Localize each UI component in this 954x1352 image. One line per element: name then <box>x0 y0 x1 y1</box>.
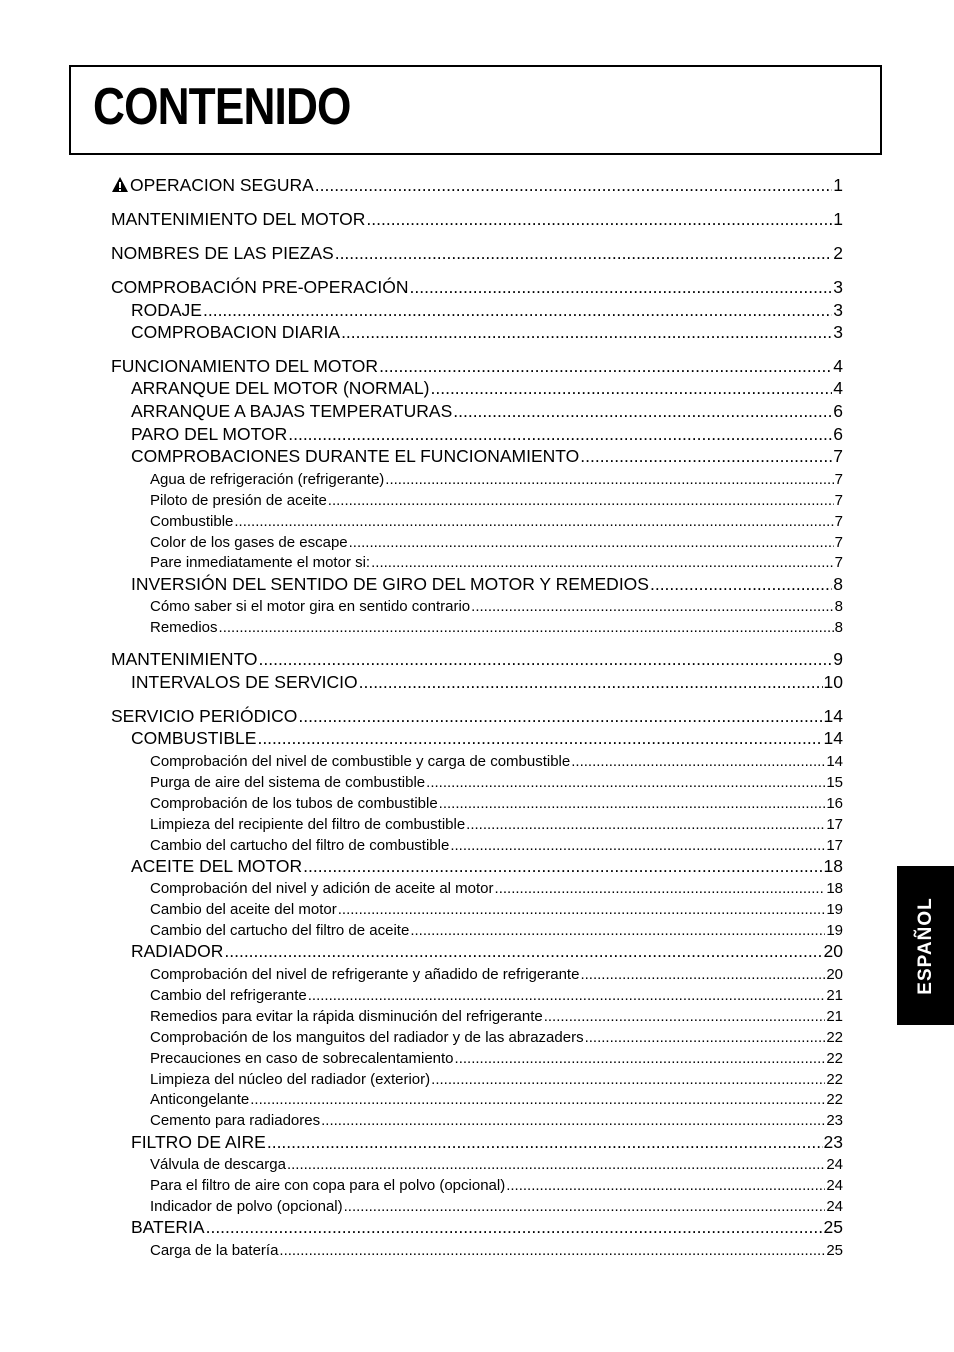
dot-leader <box>453 400 832 422</box>
dot-leader <box>385 470 833 489</box>
dot-leader <box>234 512 833 531</box>
toc-entry[interactable] <box>150 1070 843 1089</box>
toc-entry[interactable] <box>150 879 843 898</box>
dot-leader <box>650 573 832 595</box>
toc-entry[interactable] <box>131 940 843 962</box>
toc-entry-label <box>131 671 358 693</box>
toc-entry-label <box>150 1028 584 1047</box>
dot-leader <box>328 491 834 510</box>
dot-leader <box>267 1131 823 1153</box>
toc-entry-text: Comprobación del nivel y adición de aceite al motor <box>150 879 494 897</box>
toc-entry[interactable] <box>131 299 843 321</box>
toc-entry-text: Válvula de descarga <box>150 1155 286 1173</box>
dot-leader <box>366 208 832 230</box>
toc-entry-text: PARO DEL MOTOR <box>131 424 288 444</box>
toc-page-number: 14 <box>823 706 843 726</box>
dot-leader <box>580 445 832 467</box>
toc-entry-text: RADIADOR <box>131 941 224 961</box>
toc-entry-text: MANTENIMIENTO DEL MOTOR <box>111 209 366 229</box>
toc-entry-text: ACEITE DEL MOTOR <box>131 856 303 876</box>
toc-entry-text: Remedios para evitar la rápida disminución del refrigerante <box>150 1007 543 1025</box>
toc-entry[interactable] <box>131 423 843 445</box>
toc-entry[interactable] <box>150 533 843 552</box>
toc-entry-label <box>150 1049 454 1068</box>
toc-entry-text: Cemento para radiadores <box>150 1111 321 1129</box>
dot-leader <box>544 1007 826 1026</box>
dot-leader <box>259 648 833 670</box>
dot-leader <box>206 1216 823 1238</box>
toc-entry-label <box>131 377 430 399</box>
toc-entry[interactable] <box>150 618 843 637</box>
dot-leader <box>371 553 834 572</box>
page-title: CONTENIDO <box>93 78 351 136</box>
toc-entry-label <box>131 299 202 321</box>
toc-page-number: 19 <box>826 921 843 939</box>
dot-leader <box>341 321 832 343</box>
toc-entry[interactable] <box>150 491 843 510</box>
toc-entry-text: Precauciones en caso de sobrecalentamiento <box>150 1049 454 1067</box>
toc-entry-label <box>150 986 307 1005</box>
toc-entry-label <box>150 1111 320 1130</box>
toc-entry-text: Comprobación de los tubos de combustible <box>150 794 438 812</box>
toc-entry-label <box>131 321 340 343</box>
toc-entry[interactable] <box>150 1241 843 1260</box>
toc-entry-label <box>111 276 409 298</box>
toc-entry-text: Indicador de polvo (opcional) <box>150 1197 343 1215</box>
toc-page-number: 7 <box>834 470 843 488</box>
toc-entry-text: Comprobación del nivel de refrigerante y añadido de refrigerante <box>150 965 580 983</box>
toc-entry-text: Cambio del cartucho del filtro de combustible <box>150 836 450 854</box>
toc-entry-label <box>150 1176 505 1195</box>
toc-entry-label <box>150 921 409 940</box>
dot-leader <box>308 986 826 1005</box>
dot-leader <box>359 671 823 693</box>
dot-leader <box>431 1070 825 1089</box>
toc-entry[interactable] <box>150 921 843 940</box>
toc-entry[interactable] <box>150 512 843 531</box>
toc-entry-label <box>150 836 449 855</box>
toc-entry[interactable] <box>131 1131 843 1153</box>
toc-page-number: 7 <box>834 491 843 509</box>
toc-entry[interactable] <box>131 1216 843 1238</box>
toc-entry[interactable] <box>150 553 843 572</box>
toc-entry[interactable] <box>150 986 843 1005</box>
dot-leader <box>219 618 834 637</box>
dot-leader <box>431 377 833 399</box>
dot-leader <box>426 773 825 792</box>
toc-page-number: 23 <box>826 1111 843 1129</box>
toc-entry[interactable] <box>111 208 843 230</box>
toc-entry[interactable] <box>111 648 843 670</box>
toc-page-number: 7 <box>834 533 843 551</box>
toc-page-number: 24 <box>826 1155 843 1173</box>
toc-entry-label <box>131 855 302 877</box>
toc-entry-text: Cambio del aceite del motor <box>150 900 337 918</box>
toc-page-number: 25 <box>826 1241 843 1259</box>
toc-entry-text: COMBUSTIBLE <box>131 728 257 748</box>
dot-leader <box>439 794 826 813</box>
toc-entry-text: Carga de la batería <box>150 1241 279 1259</box>
toc-page-number: 7 <box>834 512 843 530</box>
toc-entry[interactable] <box>131 445 843 467</box>
toc-entry-label <box>150 879 494 898</box>
dot-leader <box>410 276 833 298</box>
toc-entry-text: Color de los gases de escape <box>150 533 348 551</box>
toc-page-number: 17 <box>826 815 843 833</box>
toc-entry-label <box>150 815 465 834</box>
dot-leader <box>303 855 822 877</box>
toc-page-number: 8 <box>834 597 843 615</box>
toc-entry-text: SERVICIO PERIÓDICO <box>111 706 298 726</box>
toc-entry[interactable] <box>111 276 843 298</box>
toc-entry-label <box>150 900 337 919</box>
dot-leader <box>335 242 833 264</box>
toc-entry-text: Limpieza del recipiente del filtro de combustible <box>150 815 466 833</box>
toc-entry-text: Comprobación del nivel de combustible y carga de combustible <box>150 752 571 770</box>
toc-entry-text: INVERSIÓN DEL SENTIDO DE GIRO DEL MOTOR Y REMEDIOS <box>131 574 649 594</box>
toc-entry-label <box>150 1155 286 1174</box>
dot-leader <box>250 1090 825 1109</box>
toc-entry-label <box>131 727 256 749</box>
toc-page-number: 8 <box>834 618 843 636</box>
toc-page-number: 22 <box>826 1070 843 1088</box>
dot-leader <box>321 1111 825 1130</box>
toc-entry-text: INTERVALOS DE SERVICIO <box>131 672 358 692</box>
toc-page-number: 22 <box>826 1028 843 1046</box>
toc-entry-label <box>111 208 365 230</box>
toc-entry-text: OPERACION SEGURA <box>130 175 314 195</box>
toc-entry-text: FILTRO DE AIRE <box>131 1132 266 1152</box>
toc-entry-text: MANTENIMIENTO <box>111 649 258 669</box>
dot-leader <box>279 1241 825 1260</box>
toc-entry-text: Pare inmediatamente el motor si: <box>150 553 371 571</box>
toc-entry-text: NOMBRES DE LAS PIEZAS <box>111 243 334 263</box>
toc-page-number: 9 <box>833 649 843 669</box>
toc-entry-label <box>131 573 649 595</box>
toc-page-number: 1 <box>833 175 843 195</box>
toc-page-number: 21 <box>826 1007 843 1025</box>
toc-page-number: 15 <box>826 773 843 791</box>
toc-page-number: 2 <box>833 243 843 263</box>
toc-page-number: 14 <box>826 752 843 770</box>
toc-entry-text: COMPROBACIONES DURANTE EL FUNCIONAMIENTO <box>131 446 580 466</box>
toc-entry[interactable] <box>111 355 843 377</box>
toc-entry-label <box>131 445 579 467</box>
toc-page-number: 22 <box>826 1090 843 1108</box>
toc-entry-label <box>150 618 218 637</box>
toc-entry-text: ARRANQUE A BAJAS TEMPERATURAS <box>131 401 453 421</box>
toc-entry[interactable] <box>131 727 843 749</box>
dot-leader <box>287 1155 825 1174</box>
toc-entry[interactable] <box>111 705 843 727</box>
toc-page-number: 10 <box>823 672 843 692</box>
toc-entry[interactable] <box>150 597 843 616</box>
toc-page-number: 4 <box>833 378 843 398</box>
toc-entry-text: ARRANQUE DEL MOTOR (NORMAL) <box>131 378 430 398</box>
dot-leader <box>450 836 825 855</box>
toc-entry-text: COMPROBACION DIARIA <box>131 322 341 342</box>
toc-entry-label <box>150 533 348 552</box>
toc-entry-label <box>150 491 327 510</box>
toc-entry-label <box>111 242 334 264</box>
toc-entry-label <box>111 705 297 727</box>
toc-entry-text: COMPROBACIÓN PRE-OPERACIÓN <box>111 277 409 297</box>
toc-entry-text: Cambio del refrigerante <box>150 986 307 1004</box>
toc-entry-label <box>150 470 384 489</box>
toc-entry-text: FUNCIONAMIENTO DEL MOTOR <box>111 356 379 376</box>
toc-entry-label <box>150 512 233 531</box>
toc-entry-text: Anticongelante <box>150 1090 250 1108</box>
toc-entry-label <box>150 1070 430 1089</box>
toc-page-number: 6 <box>833 424 843 444</box>
toc-entry[interactable] <box>150 470 843 489</box>
toc-entry[interactable] <box>131 573 843 595</box>
dot-leader <box>203 299 832 321</box>
dot-leader <box>455 1049 826 1068</box>
toc-entry-label <box>150 773 425 792</box>
toc-entry[interactable] <box>131 377 843 399</box>
toc-page-number: 6 <box>833 401 843 421</box>
dot-leader <box>338 900 826 919</box>
dot-leader <box>410 921 825 940</box>
toc-entry-label <box>150 1197 343 1216</box>
dot-leader <box>506 1176 825 1195</box>
dot-leader <box>257 727 822 749</box>
toc-entry-label <box>150 1241 278 1260</box>
toc-page-number: 18 <box>823 856 843 876</box>
toc-page-number: 25 <box>823 1217 843 1237</box>
toc-page-number: 7 <box>833 446 843 466</box>
toc-entry-text: Combustible <box>150 512 234 530</box>
dot-leader <box>344 1197 826 1216</box>
toc-entry-label <box>131 1216 205 1238</box>
toc-entry[interactable] <box>150 1111 843 1130</box>
toc-entry[interactable] <box>131 671 843 693</box>
dot-leader <box>571 752 825 771</box>
toc-entry-text: RODAJE <box>131 300 202 320</box>
toc-entry[interactable] <box>150 1176 843 1195</box>
dot-leader <box>585 1028 826 1047</box>
toc-entry-label <box>111 648 258 670</box>
toc-entry[interactable] <box>150 773 843 792</box>
toc-entry[interactable] <box>150 815 843 834</box>
toc-page-number: 7 <box>834 553 843 571</box>
dot-leader <box>471 597 834 616</box>
toc-page-number: 3 <box>833 300 843 320</box>
toc-page-number: 20 <box>823 941 843 961</box>
toc-entry[interactable] <box>150 794 843 813</box>
dot-leader <box>495 879 826 898</box>
toc-page-number: 24 <box>826 1197 843 1215</box>
toc-entry-label <box>111 174 314 196</box>
toc-entry-label <box>150 752 570 771</box>
toc-page-number: 8 <box>833 574 843 594</box>
toc-entry-label <box>150 1090 249 1109</box>
toc-entry-text: Comprobación de los manguitos del radiador y de las abrazaders <box>150 1028 584 1046</box>
toc-page-number: 18 <box>826 879 843 897</box>
toc-entry-text: Purga de aire del sistema de combustible <box>150 773 426 791</box>
toc-entry[interactable] <box>131 321 843 343</box>
toc-page-number: 23 <box>823 1132 843 1152</box>
dot-leader <box>379 355 832 377</box>
toc-entry-label <box>131 400 452 422</box>
toc-page-number: 24 <box>826 1176 843 1194</box>
toc-entry-label <box>150 965 579 984</box>
toc-entry-text: Cambio del cartucho del filtro de aceite <box>150 921 410 939</box>
toc-entry[interactable] <box>150 900 843 919</box>
toc-entry[interactable] <box>111 174 843 196</box>
language-tab <box>897 866 954 1025</box>
toc-page-number: 3 <box>833 322 843 342</box>
toc-page-number: 16 <box>826 794 843 812</box>
toc-entry-text: Piloto de presión de aceite <box>150 491 327 509</box>
dot-leader <box>315 174 832 196</box>
toc-entry-text: Para el filtro de aire con copa para el polvo (opcional) <box>150 1176 506 1194</box>
toc-entry[interactable] <box>150 1197 843 1216</box>
toc-entry[interactable] <box>150 1090 843 1109</box>
warning-icon <box>111 176 129 193</box>
toc-entry[interactable] <box>150 1155 843 1174</box>
dot-leader <box>349 533 834 552</box>
toc-page-number: 21 <box>826 986 843 1004</box>
toc-entry-text: Cómo saber si el motor gira en sentido contrario <box>150 597 471 615</box>
toc-entry-text: BATERIA <box>131 1217 205 1237</box>
dot-leader <box>288 423 832 445</box>
dot-leader <box>466 815 825 834</box>
dot-leader <box>298 705 822 727</box>
toc-entry-text: Agua de refrigeración (refrigerante) <box>150 470 385 488</box>
toc-page-number: 17 <box>826 836 843 854</box>
toc-entry-label <box>111 355 378 377</box>
toc-page-number: 3 <box>833 277 843 297</box>
toc-entry[interactable] <box>131 855 843 877</box>
toc-page-number: 22 <box>826 1049 843 1067</box>
toc-entry-label <box>131 940 223 962</box>
toc-page-number: 14 <box>823 728 843 748</box>
toc-page-number: 19 <box>826 900 843 918</box>
toc-entry-text: Remedios <box>150 618 218 636</box>
dot-leader <box>580 965 825 984</box>
toc-entry[interactable] <box>150 1028 843 1047</box>
toc-entry-text: Limpieza del núcleo del radiador (exterior) <box>150 1070 431 1088</box>
language-tab-label: ESPAÑOL <box>914 896 936 995</box>
toc-entry-label <box>150 794 438 813</box>
toc-entry-label <box>150 1007 543 1026</box>
toc-entry[interactable] <box>111 242 843 264</box>
toc-entry[interactable] <box>150 836 843 855</box>
toc-page-number: 1 <box>833 209 843 229</box>
dot-leader <box>224 940 822 962</box>
toc-entry-label <box>131 423 287 445</box>
toc-entry-label <box>131 1131 266 1153</box>
toc-entry[interactable] <box>150 965 843 984</box>
toc-entry[interactable] <box>150 1007 843 1026</box>
toc-entry[interactable] <box>131 400 843 422</box>
toc-entry[interactable] <box>150 1049 843 1068</box>
toc-entry-label <box>150 597 470 616</box>
toc-entry-label <box>150 553 370 572</box>
toc-page-number: 4 <box>833 356 843 376</box>
toc-page-number: 20 <box>826 965 843 983</box>
toc-entry[interactable] <box>150 752 843 771</box>
